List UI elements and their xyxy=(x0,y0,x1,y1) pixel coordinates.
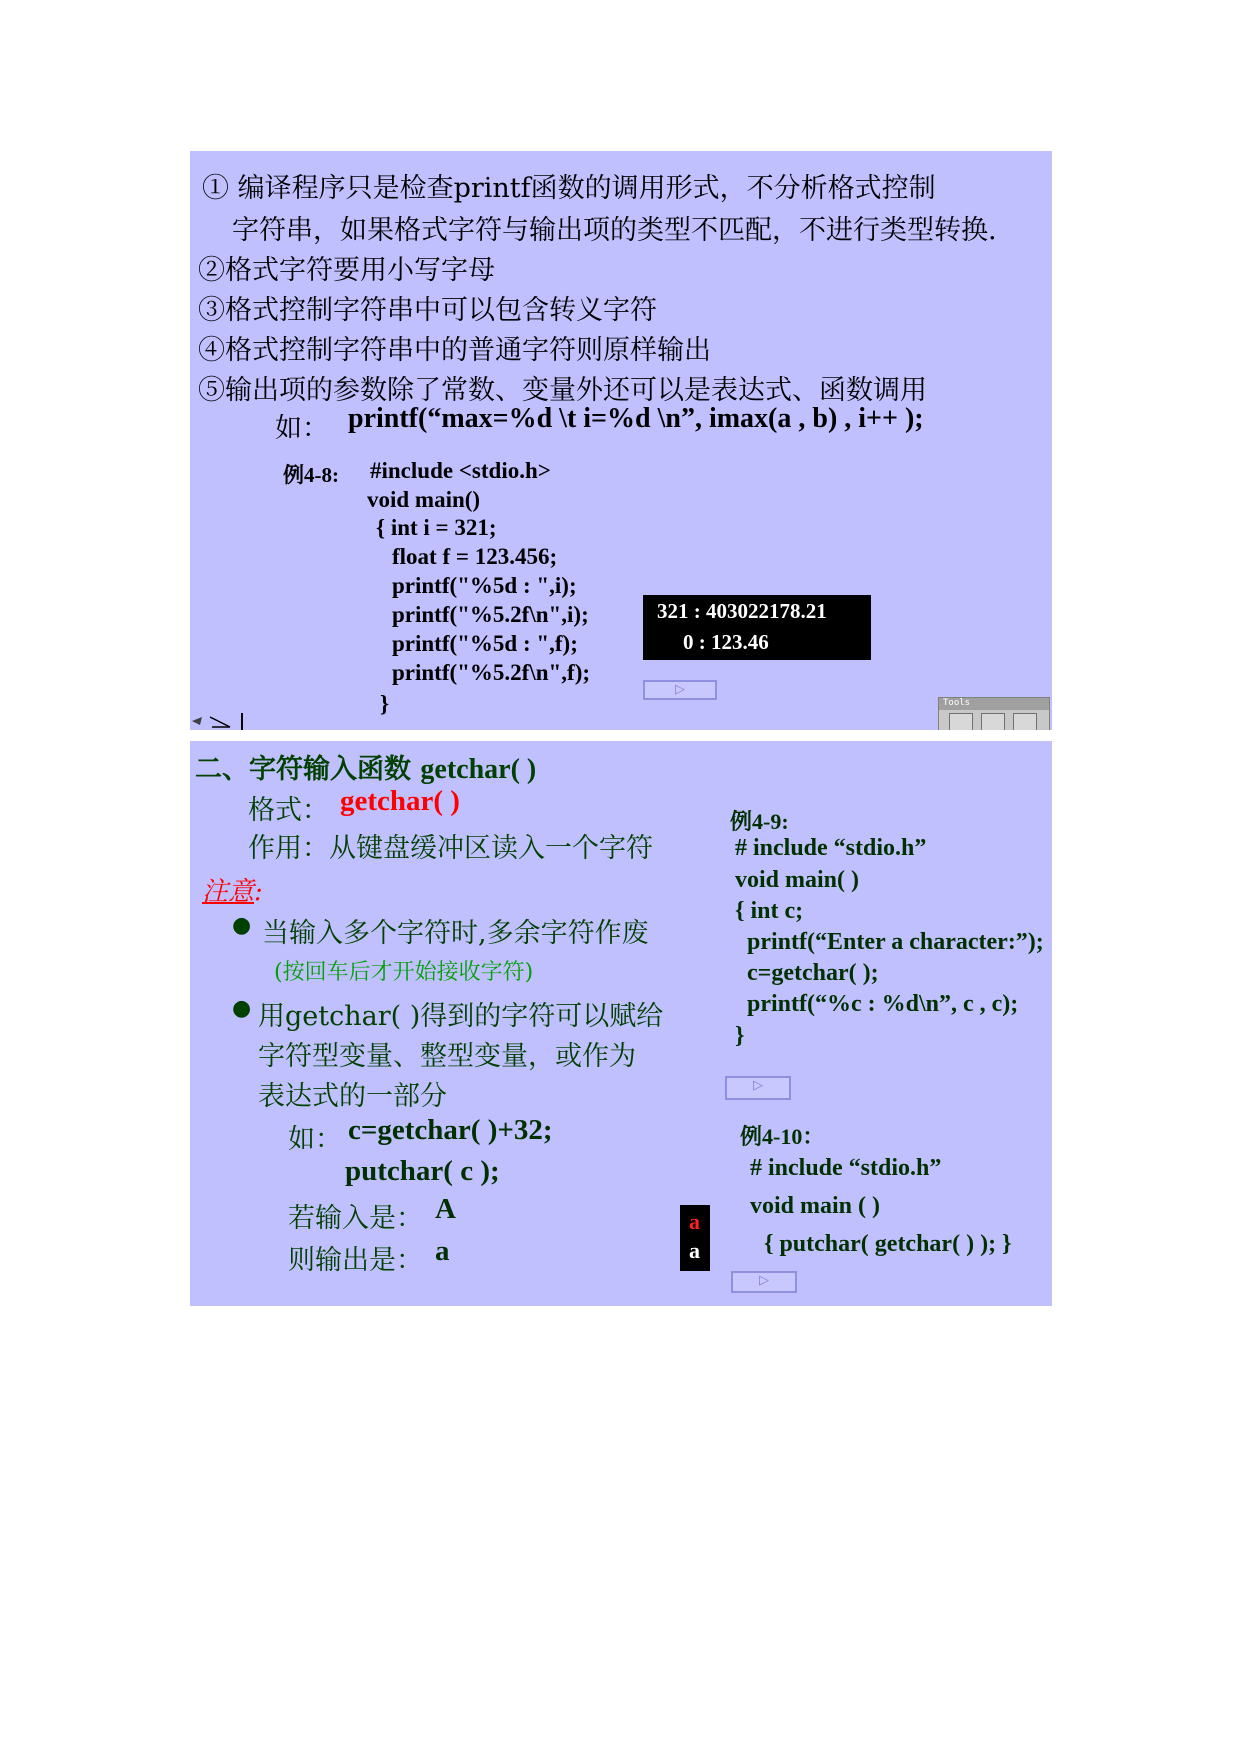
input-label: 若输入是： xyxy=(288,1203,423,1234)
code-line-9: } xyxy=(380,691,390,716)
example9-label: 例4-9: xyxy=(730,809,789,834)
code-line-6: printf("%5.2f\n",i); xyxy=(392,602,589,627)
example-prefix-2: 如： xyxy=(288,1124,342,1155)
console-result: a xyxy=(689,1238,700,1263)
tools-toolbar[interactable] xyxy=(938,697,1050,730)
code-line-3: { int i = 321; xyxy=(376,515,497,540)
console-echo: a xyxy=(689,1209,700,1234)
bullet-2-dot: ● xyxy=(232,996,252,1021)
format-label: 格式： xyxy=(248,795,329,826)
note-line-4: ④格式控制字符串中的普通字符则原样输出 xyxy=(198,335,711,366)
tool-menu-button[interactable] xyxy=(981,713,1005,730)
code-line-1: #include <stdio.h> xyxy=(370,458,551,483)
note-line-1-cont: 字符串，如果格式字符与输出项的类型不匹配，不进行类型转换. xyxy=(232,215,997,246)
tool-back-button[interactable] xyxy=(949,713,973,730)
console-output-2 xyxy=(680,1205,710,1271)
example10-code-3: { putchar( getchar( ) ); } xyxy=(764,1231,1012,1257)
example-line-2: putchar( c ); xyxy=(345,1155,500,1187)
example9-code-5: c=getchar( ); xyxy=(747,960,879,986)
play-icon: ▷ xyxy=(753,1078,763,1093)
purpose-text: 作用：从键盘缓冲区读入一个字符 xyxy=(248,833,653,864)
bullet-2-line-1: 用getchar( )得到的字符可以赋给 xyxy=(258,1001,664,1032)
slide-getchar xyxy=(190,741,1052,1306)
heading-function: getchar( ) xyxy=(420,754,537,785)
code-line-2: void main() xyxy=(367,487,481,512)
note-label-text: 注意 xyxy=(202,877,255,907)
heading-text: 二、字符输入函数 xyxy=(195,754,411,785)
bullet-2-line-2: 字符型变量、整型变量，或作为 xyxy=(258,1041,636,1072)
input-value: A xyxy=(435,1193,456,1225)
output-label: 则输出是： xyxy=(288,1245,423,1276)
play-button-3[interactable] xyxy=(731,1271,797,1293)
bullet-1-sub: (按回车后才开始接收字符) xyxy=(274,960,534,985)
play-icon: ▷ xyxy=(759,1273,769,1288)
tools-title: Tools xyxy=(939,698,1049,710)
code-line-7: printf("%5d : ",f); xyxy=(392,631,578,656)
note-line-2: ②格式字符要用小写字母 xyxy=(198,255,495,286)
note-label xyxy=(202,871,263,908)
example-line-1: c=getchar( )+32; xyxy=(348,1114,553,1146)
output-value: a xyxy=(435,1235,450,1267)
play-button[interactable] xyxy=(643,680,717,700)
note-line-1: ① 编译程序只是检查printf函数的调用形式，不分析格式控制 xyxy=(202,173,936,204)
example10-code-1: # include “stdio.h” xyxy=(750,1155,942,1181)
example9-code-2: void main( ) xyxy=(735,867,860,893)
console-output xyxy=(643,595,871,660)
corner-decoration-icon xyxy=(190,709,250,730)
example9-code-3: { int c; xyxy=(735,898,804,924)
console-line-2: 0 : 123.46 xyxy=(683,630,769,654)
console-line-1: 321 : 403022178.21 xyxy=(657,599,827,623)
example-prefix: 如： xyxy=(275,413,329,444)
play-button-2[interactable] xyxy=(725,1076,791,1100)
example9-code-6: printf(“%c : %d\n”, c , c); xyxy=(747,991,1019,1017)
code-line-5: printf("%5d : ",i); xyxy=(392,573,577,598)
play-icon: ▷ xyxy=(675,682,685,697)
example9-code-1: # include “stdio.h” xyxy=(735,835,927,861)
note-label-colon: : xyxy=(254,877,263,907)
tool-forward-button[interactable] xyxy=(1013,713,1037,730)
example10-label: 例4-10： xyxy=(740,1124,825,1149)
example9-code-4: printf(“Enter a character:”); xyxy=(747,929,1044,955)
bullet-1-dot: ● xyxy=(232,913,252,938)
corner-marks xyxy=(190,709,250,730)
format-code: getchar( ) xyxy=(340,785,460,817)
code-line-4: float f = 123.456; xyxy=(392,544,558,569)
bullet-2-line-3: 表达式的一部分 xyxy=(258,1081,447,1112)
section-heading xyxy=(195,747,536,786)
note-line-3: ③格式控制字符串中可以包含转义字符 xyxy=(198,295,657,326)
bullet-1-text: 当输入多个字符时,多余字符作废 xyxy=(262,918,649,949)
example10-code-2: void main ( ) xyxy=(750,1193,881,1219)
example9-code-7: } xyxy=(735,1023,745,1049)
code-line-8: printf("%5.2f\n",f); xyxy=(392,660,591,685)
slide-printf-notes xyxy=(190,151,1052,730)
example-label: 例4-8: xyxy=(283,463,339,487)
example-printf-call: printf(“max=%d \t i=%d \n”, imax(a , b) , i++ ); xyxy=(348,403,924,434)
note-line-5: ⑤输出项的参数除了常数、变量外还可以是表达式、函数调用 xyxy=(198,375,927,406)
